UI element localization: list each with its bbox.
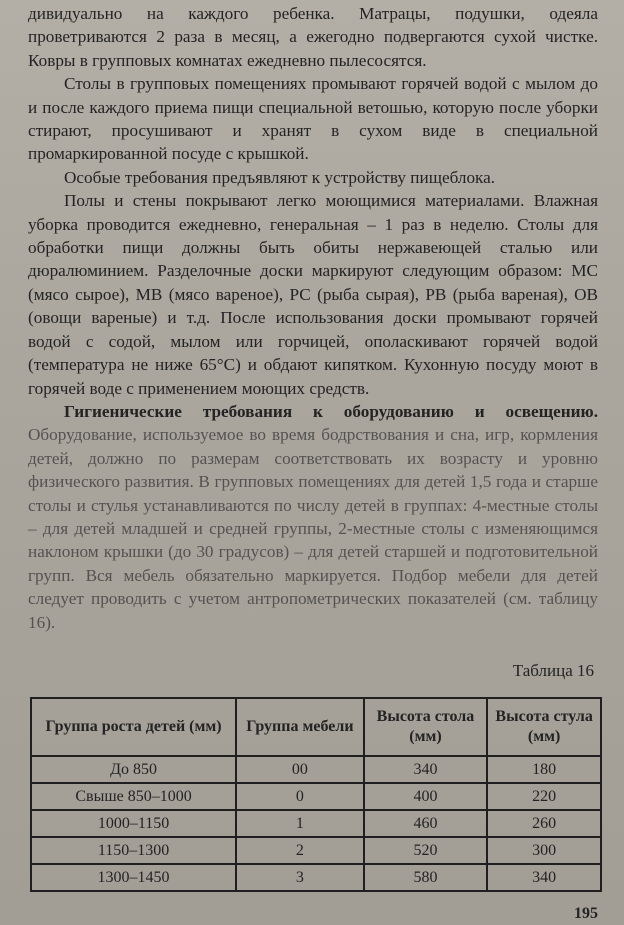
column-header: Высота стула (мм) <box>487 698 601 756</box>
paragraph-5 <box>28 400 598 634</box>
table-cell: 460 <box>364 810 488 837</box>
table-cell: 400 <box>364 783 488 810</box>
table-cell: 260 <box>487 810 601 837</box>
page-number: 195 <box>574 905 598 922</box>
paragraph-5-text: Оборудование, используемое во время бодрствования и сна, игр, кормления детей, должно по размерам соответствовать их возрасту и уровню физического развития. В групповых помещениях для детей 1,5 года и старше столы и стулья устанавливаются по числу детей в группах: 4-местные столы – для детей младшей и средней группы, 2-местные столы с изменяющимся наклоном крышки (до 30 градусов) – для детей старшей и подготовительной групп. Вся мебель обязательно маркируется. Подбор мебели для детей следует проводить с учетом антропометрических показателей (см. таблицу 16). <box>28 425 598 632</box>
table-row <box>31 837 601 864</box>
table-cell: 340 <box>364 756 488 783</box>
table-caption: Таблица 16 <box>512 661 594 680</box>
paragraph-1: дивидуально на каждого ребенка. Матрацы, подушки, одеяла проветриваются 2 раза в месяц, а ежегодно подвергаются сухой чистке. Ковры в групповых комнатах ежедневно пылесосятся. <box>28 4 598 70</box>
column-header: Группа роста детей (мм) <box>31 698 236 756</box>
table-cell: 3 <box>236 864 364 891</box>
table-row <box>31 864 601 891</box>
table-cell: 2 <box>236 837 364 864</box>
table-cell: 0 <box>236 783 364 810</box>
section-heading: Гигиенические требования к оборудованию и освещению. <box>64 401 598 421</box>
table-cell: 520 <box>364 837 488 864</box>
table-cell: 1000–1150 <box>31 810 236 837</box>
table-cell: 340 <box>487 864 601 891</box>
table-cell: 1300–1450 <box>31 864 236 891</box>
paragraph-4: Полы и стены покрывают легко моющимися материалами. Влажная уборка проводится ежедневно, генеральная – 1 раз в неделю. Столы для обработки пищи должны быть обиты нержавеющей сталью или дюралюминием. Разделочные доски маркируют следующим образом: МС (мясо сырое), МВ (мясо вареное), РС (рыба сырая), РВ (рыба вареная), ОВ (овощи вареные) и т.д. После использования доски промывают горячей водой с содой, мылом или горчицей, ополаскивают горячей водой (температура не ниже 65°С) и обдают кипятком. Кухонную посуду моют в горячей воде с применением моющих средств. <box>28 191 598 398</box>
column-header: Группа мебели <box>236 698 364 756</box>
table-cell: 180 <box>487 756 601 783</box>
table-cell: 1150–1300 <box>31 837 236 864</box>
body-text <box>28 2 598 634</box>
column-header: Высота стола (мм) <box>364 698 488 756</box>
table-cell: 1 <box>236 810 364 837</box>
table-cell: 580 <box>364 864 488 891</box>
furniture-table <box>30 697 602 892</box>
table-cell: Свыше 850–1000 <box>31 783 236 810</box>
table-cell: 00 <box>236 756 364 783</box>
table-cell: 220 <box>487 783 601 810</box>
table-row <box>31 810 601 837</box>
paragraph-3: Особые требования предъявляют к устройству пищеблока. <box>64 167 496 187</box>
table-cell: До 850 <box>31 756 236 783</box>
table-header-row <box>31 698 601 756</box>
table-row <box>31 783 601 810</box>
table-cell: 300 <box>487 837 601 864</box>
table-row <box>31 756 601 783</box>
paragraph-2: Столы в групповых помещениях промывают горячей водой с мылом до и после каждого приема пищи специальной ветошью, которую после уборки стирают, просушивают и хранят в сухом виде в специальной промаркированной посуде с крышкой. <box>28 74 598 164</box>
